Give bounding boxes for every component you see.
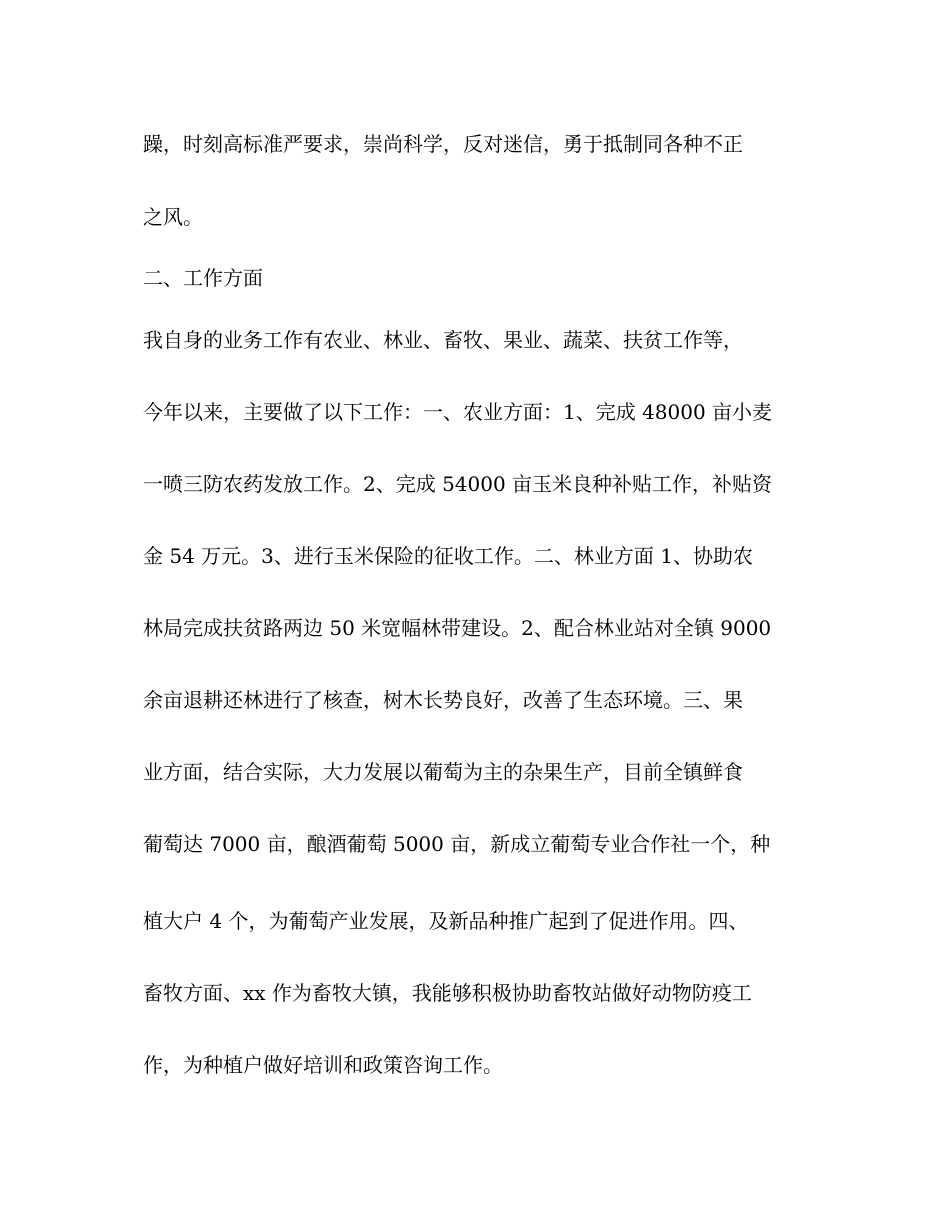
text-line: 葡萄达 7000 亩，酿酒葡萄 5000 亩，新成立葡萄专业合作社一个，种 — [143, 832, 771, 856]
text-line: 之风。 — [143, 205, 203, 229]
text-line: 我自身的业务工作有农业、林业、畜牧、果业、蔬菜、扶贫工作等， — [143, 328, 743, 352]
text-line: 作，为种植户做好培训和政策咨询工作。 — [143, 1053, 503, 1077]
text-line: 金 54 万元。3、进行玉米保险的征收工作。二、林业方面 1、协助农 — [143, 544, 753, 568]
text-line: 今年以来，主要做了以下工作：一、农业方面：1、完成 48000 亩小麦 — [143, 400, 773, 424]
text-line: 余亩退耕还林进行了核查，树木长势良好，改善了生态环境。三、果 — [143, 688, 743, 712]
text-line: 植大户 4 个，为葡萄产业发展，及新品种推广起到了促进作用。四、 — [143, 909, 749, 933]
text-line: 躁，时刻高标准严要求，崇尚科学，反对迷信，勇于抵制同各种不正 — [143, 132, 743, 156]
text-line: 畜牧方面、xx 作为畜牧大镇，我能够积极协助畜牧站做好动物防疫工 — [143, 981, 752, 1005]
text-line: 业方面，结合实际，大力发展以葡萄为主的杂果生产，目前全镇鲜食 — [143, 760, 743, 784]
text-line: 林局完成扶贫路两边 50 米宽幅林带建设。2、配合林业站对全镇 9000 — [143, 616, 772, 640]
text-line: 一喷三防农药发放工作。2、完成 54000 亩玉米良种补贴工作，补贴资 — [143, 472, 773, 496]
section-heading: 二、工作方面 — [143, 266, 263, 290]
